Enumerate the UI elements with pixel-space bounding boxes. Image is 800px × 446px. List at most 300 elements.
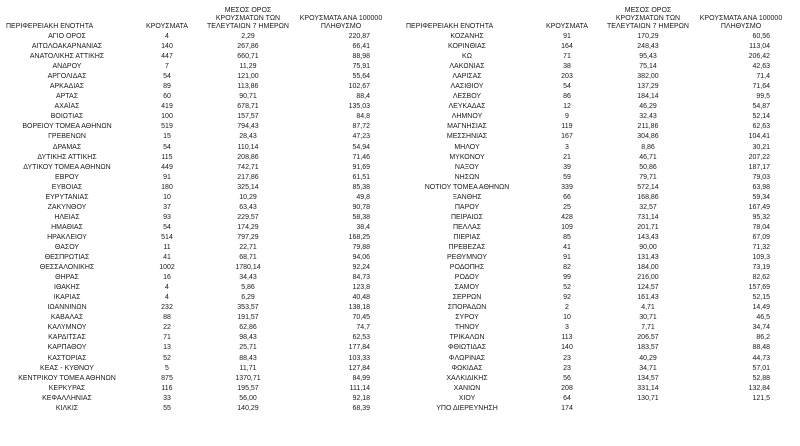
cell-region: ΧΑΛΚΙΔΙΚΗΣ [446, 374, 488, 382]
cell-cases: 54 [163, 143, 171, 151]
cell-cases: 4 [165, 284, 169, 292]
cell-cases: 93 [163, 213, 171, 221]
cell-per100k: 75,91 [352, 63, 370, 71]
cell-region: ΚΑΣΤΟΡΙΑΣ [47, 354, 87, 362]
cell-per100k: 71,32 [752, 243, 770, 251]
cell-per100k: 85,38 [352, 183, 370, 191]
header-avg7: ΜΕΣΟΣ ΟΡΟΣ ΚΡΟΥΣΜΑΤΩΝ ΤΩΝ ΤΕΛΕΥΤΑΙΩΝ 7 ΗΜΕΡΩΝ [607, 7, 689, 30]
table-row [4, 183, 396, 193]
table-row [4, 293, 396, 303]
cell-cases: 1002 [159, 264, 175, 272]
cell-cases: 60 [163, 93, 171, 101]
header-per100k: ΚΡΟΥΣΜΑΤΑ ΑΝΑ 100000 ΠΛΗΘΥΣΜΟ [299, 15, 383, 30]
cell-cases: 10 [163, 193, 171, 201]
table-row [404, 253, 796, 263]
cell-cases: 23 [563, 354, 571, 362]
table-row [404, 394, 796, 404]
table-row [4, 313, 396, 323]
cell-region: ΛΑΣΙΘΙΟΥ [450, 83, 484, 91]
table-row [404, 173, 796, 183]
table-row [404, 384, 796, 394]
cell-avg7: 25,71 [239, 344, 257, 352]
cell-avg7: 40,29 [639, 354, 657, 362]
cell-per100k: 42,63 [752, 63, 770, 71]
cell-cases: 7 [165, 63, 169, 71]
cell-avg7: 124,57 [637, 284, 659, 292]
cell-avg7: 325,14 [237, 183, 259, 191]
table-row [404, 62, 796, 72]
cell-cases: 4 [165, 33, 169, 40]
cell-cases: 519 [161, 123, 173, 131]
cell-region: ΛΕΣΒΟΥ [452, 93, 482, 101]
cell-region: ΦΛΩΡΙΝΑΣ [448, 354, 486, 362]
cell-per100k: 61,51 [352, 173, 370, 181]
cell-region: ΛΗΜΝΟΥ [451, 113, 483, 121]
cell-region: ΘΕΣΠΡΩΤΙΑΣ [44, 254, 90, 262]
cell-cases: 447 [161, 53, 173, 61]
cell-avg7: 794,43 [237, 123, 259, 131]
table-row [4, 92, 396, 102]
cell-avg7: 121,00 [237, 73, 259, 81]
cell-per100k: 70,45 [352, 314, 370, 322]
table-row [4, 333, 396, 343]
cell-avg7: 143,43 [637, 233, 659, 241]
cell-region: ΣΑΜΟΥ [454, 284, 480, 292]
table-row [404, 143, 796, 153]
cell-cases: 66 [563, 193, 571, 201]
cell-region: ΚΕΝΤΡΙΚΟΥ ΤΟΜΕΑ ΑΘΗΝΩΝ [18, 374, 116, 382]
cell-avg7: 353,57 [237, 304, 259, 312]
table-row [404, 374, 796, 384]
cell-per100k: 14,49 [752, 304, 770, 312]
cell-cases: 82 [563, 264, 571, 272]
table-row [4, 132, 396, 142]
table-row [404, 102, 796, 112]
cell-per100k: 84,99 [352, 374, 370, 382]
cell-per100k: 57,01 [752, 364, 770, 372]
cell-cases: 25 [563, 203, 571, 211]
cell-cases: 23 [563, 364, 571, 372]
cell-region: ΙΚΑΡΙΑΣ [53, 294, 81, 302]
table-row [4, 102, 396, 112]
table-row [404, 343, 796, 353]
cell-avg7: 7,71 [641, 324, 655, 332]
cell-per100k: 66,41 [352, 43, 370, 51]
cell-cases: 203 [561, 73, 573, 81]
cell-cases: 52 [563, 284, 571, 292]
cell-per100k: 135,03 [348, 103, 370, 111]
cell-region: ΙΩΑΝΝΙΝΩΝ [47, 304, 87, 312]
cell-per100k: 109,3 [752, 254, 770, 262]
cell-cases: 55 [163, 404, 171, 412]
cell-per100k: 84,73 [352, 274, 370, 282]
cell-region: ΔΥΤΙΚΟΥ ΤΟΜΕΑ ΑΘΗΝΩΝ [23, 163, 111, 171]
cell-region: ΚΕΦΑΛΛΗΝΙΑΣ [42, 394, 92, 402]
cell-avg7: 229,57 [237, 213, 259, 221]
table-row [404, 213, 796, 223]
table-row [4, 263, 396, 273]
table-row [4, 323, 396, 333]
cell-cases: 10 [563, 314, 571, 322]
cell-region: ΜΕΣΣΗΝΙΑΣ [446, 133, 488, 141]
cell-avg7: 660,71 [237, 53, 259, 61]
cell-avg7: 742,71 [237, 163, 259, 171]
cell-cases: 208 [561, 384, 573, 392]
cell-region: ΥΠΟ ΔΙΕΡΕΥΝΗΣΗ [436, 404, 498, 412]
cell-cases: 167 [561, 133, 573, 141]
cell-avg7: 1780,14 [235, 264, 261, 272]
cell-per100k: 82,62 [752, 274, 770, 282]
left-table [4, 2, 396, 446]
table-row [4, 253, 396, 263]
cell-cases: 91 [563, 33, 571, 40]
cell-per100k: 84,8 [356, 113, 370, 121]
cell-per100k: 71,64 [752, 83, 770, 91]
table-row [4, 203, 396, 213]
table-row [404, 283, 796, 293]
cell-region: ΜΑΓΝΗΣΙΑΣ [447, 123, 487, 131]
cell-region: ΡΟΔΟΥ [454, 274, 480, 282]
cell-cases: 140 [561, 344, 573, 352]
cell-per100k: 34,74 [752, 324, 770, 332]
cell-cases: 41 [163, 254, 171, 262]
table-row [404, 82, 796, 92]
cell-cases: 71 [563, 53, 571, 61]
cell-per100k: 52,15 [752, 294, 770, 302]
header-cases: ΚΡΟΥΣΜΑΤΑ [546, 23, 588, 30]
cell-cases: 164 [561, 43, 573, 51]
table-row [4, 394, 396, 404]
cell-avg7: 4,71 [641, 304, 655, 312]
table-row [404, 193, 796, 203]
cell-per100k: 67,09 [752, 233, 770, 241]
table-row [4, 213, 396, 223]
table-row [4, 52, 396, 62]
table-row [4, 303, 396, 313]
cell-region: ΘΗΡΑΣ [55, 274, 79, 282]
cell-region: ΠΙΕΡΙΑΣ [453, 233, 481, 241]
table-row [404, 122, 796, 132]
cell-avg7: 137,29 [637, 83, 659, 91]
table-row [4, 173, 396, 183]
cell-avg7: 267,86 [237, 43, 259, 51]
cell-avg7: 34,43 [239, 274, 257, 282]
cell-per100k: 74,7 [356, 324, 370, 332]
cell-per100k: 127,84 [348, 364, 370, 372]
table-row [404, 132, 796, 142]
cell-per100k: 157,69 [748, 284, 770, 292]
cell-region: ΜΥΚΟΝΟΥ [449, 153, 485, 161]
cell-avg7: 217,86 [237, 173, 259, 181]
cell-cases: 37 [163, 203, 171, 211]
cell-avg7: 11,71 [239, 364, 257, 372]
cell-cases: 9 [565, 113, 569, 121]
cell-per100k [692, 404, 790, 414]
cell-region: ΑΓΙΟ ΟΡΟΣ [48, 33, 86, 40]
cell-per100k: 30,21 [752, 143, 770, 151]
cell-region: ΡΟΔΟΠΗΣ [449, 264, 485, 272]
cell-per100k: 88,98 [352, 53, 370, 61]
cell-per100k: 102,67 [348, 83, 370, 91]
cell-cases: 99 [563, 274, 571, 282]
cell-per100k: 111,14 [349, 384, 370, 392]
cell-avg7: 63,43 [239, 203, 257, 211]
cell-region: ΧΙΟΥ [458, 394, 476, 402]
cell-avg7: 88,43 [239, 354, 257, 362]
cell-per100k: 121,5 [752, 394, 770, 402]
cell-per100k: 138,18 [348, 304, 370, 312]
table-row [404, 183, 796, 193]
cell-cases: 514 [161, 233, 173, 241]
cell-per100k: 132,84 [748, 384, 770, 392]
table-row [404, 303, 796, 313]
cell-avg7: 183,57 [637, 344, 659, 352]
table-row [4, 384, 396, 394]
right-table [404, 2, 796, 446]
table-row [4, 404, 396, 414]
header-avg7: ΜΕΣΟΣ ΟΡΟΣ ΚΡΟΥΣΜΑΤΩΝ ΤΩΝ ΤΕΛΕΥΤΑΙΩΝ 7 ΗΜΕΡΩΝ [207, 7, 289, 30]
cell-per100k: 59,34 [752, 193, 770, 201]
cell-cases: 113 [561, 334, 573, 342]
cell-cases: 64 [563, 394, 571, 402]
cell-avg7: 11,29 [239, 63, 257, 71]
cell-cases: 13 [163, 344, 171, 352]
table-row [404, 243, 796, 253]
table-row [404, 112, 796, 122]
table-row [404, 203, 796, 213]
cell-per100k: 73,19 [752, 264, 770, 272]
cell-per100k: 54,87 [752, 103, 770, 111]
cell-per100k: 44,73 [752, 354, 770, 362]
table-row [4, 42, 396, 52]
cell-avg7: 32,57 [639, 203, 657, 211]
cell-cases: 52 [163, 354, 171, 362]
cell-avg7: 90,00 [639, 243, 657, 251]
cell-region: ΕΥΒΟΙΑΣ [51, 183, 83, 191]
table-row [404, 364, 796, 374]
cell-cases: 419 [161, 103, 173, 111]
cell-avg7: 184,14 [637, 93, 659, 101]
cell-per100k: 86,2 [756, 334, 770, 342]
table-row [404, 163, 796, 173]
table-row [404, 293, 796, 303]
table-row [4, 72, 396, 82]
cell-cases: 33 [163, 394, 171, 402]
cell-cases: 339 [561, 183, 573, 191]
cell-avg7: 28,43 [239, 133, 257, 141]
table-row [4, 233, 396, 243]
cell-per100k: 91,69 [352, 163, 370, 171]
cell-region: ΦΩΚΙΔΑΣ [451, 364, 483, 372]
cell-cases: 180 [161, 183, 173, 191]
cell-per100k: 79,88 [352, 243, 370, 251]
cell-avg7: 206,57 [637, 334, 659, 342]
table-row [404, 153, 796, 163]
table-row [404, 354, 796, 364]
cell-region: ΔΡΑΜΑΣ [52, 143, 82, 151]
cell-avg7: 1370,71 [235, 374, 261, 382]
cell-avg7: 95,43 [639, 53, 657, 61]
cell-region: ΑΝΔΡΟΥ [52, 63, 82, 71]
left-table-header [4, 2, 396, 32]
cell-per100k: 104,41 [748, 133, 770, 141]
cell-avg7: 79,71 [639, 173, 657, 181]
cell-cases: 16 [163, 274, 171, 282]
cell-per100k: 52,14 [752, 113, 770, 121]
cell-region: ΠΕΛΛΑΣ [452, 223, 482, 231]
cell-cases: 85 [563, 233, 571, 241]
cell-region: ΗΡΑΚΛΕΙΟΥ [47, 233, 87, 241]
cell-avg7: 56,00 [239, 394, 257, 402]
cell-cases: 39 [563, 163, 571, 171]
cell-per100k: 62,63 [752, 123, 770, 131]
cell-per100k: 88,48 [752, 344, 770, 352]
cell-per100k: 79,03 [752, 173, 770, 181]
cell-per100k: 123,8 [352, 284, 370, 292]
cell-region: ΚΟΡΙΝΘΙΑΣ [448, 43, 486, 51]
cell-region: ΝΗΣΩΝ [454, 173, 480, 181]
cell-region: ΚΩ [462, 53, 472, 61]
cell-avg7: 170,29 [637, 33, 659, 40]
cell-avg7: 134,57 [637, 374, 659, 382]
cell-region: ΑΡΤΑΣ [55, 93, 79, 101]
cell-avg7: 731,14 [637, 213, 659, 221]
cell-cases: 91 [563, 254, 571, 262]
cell-avg7: 140,29 [237, 404, 259, 412]
cell-region: ΛΕΥΚΑΔΑΣ [448, 103, 486, 111]
table-row [4, 283, 396, 293]
cell-avg7: 161,43 [637, 294, 659, 302]
table-row [4, 153, 396, 163]
cell-avg7: 46,71 [639, 153, 657, 161]
cell-per100k: 52,88 [752, 374, 770, 382]
cell-avg7: 32,43 [639, 113, 657, 121]
cell-per100k: 187,17 [748, 163, 770, 171]
cell-per100k: 220,87 [348, 33, 370, 40]
cell-avg7: 34,71 [639, 364, 657, 372]
cell-cases: 92 [563, 294, 571, 302]
cell-per100k: 71,46 [352, 153, 370, 161]
right-table-body [404, 32, 796, 414]
cell-avg7: 248,43 [637, 43, 659, 51]
table-row [4, 243, 396, 253]
table-row [404, 273, 796, 283]
cell-cases: 119 [561, 123, 573, 131]
cell-avg7: 2,29 [241, 33, 255, 40]
cell-cases: 22 [163, 324, 171, 332]
cell-avg7: 46,29 [639, 103, 657, 111]
cell-avg7: 110,14 [237, 143, 259, 151]
cell-avg7: 62,86 [239, 324, 257, 332]
cell-per100k: 88,4 [356, 93, 370, 101]
cell-region: ΚΕΑΣ - ΚΥΘΝΟΥ [40, 364, 94, 372]
table-row [404, 323, 796, 333]
cell-region: ΚΑΛΥΜΝΟΥ [47, 324, 87, 332]
table-row [404, 72, 796, 82]
cell-cases: 2 [565, 304, 569, 312]
cell-cases: 54 [563, 83, 571, 91]
cell-region: ΦΘΙΩΤΙΔΑΣ [447, 344, 487, 352]
cell-avg7: 678,71 [237, 103, 259, 111]
left-table-body [4, 32, 396, 414]
cell-per100k: 62,53 [352, 334, 370, 342]
table-row [4, 122, 396, 132]
cell-region: ΚΑΡΔΙΤΣΑΣ [48, 334, 86, 342]
cell-per100k: 78,04 [752, 223, 770, 231]
cell-cases: 116 [161, 384, 173, 392]
cell-cases: 71 [163, 334, 171, 342]
cell-per100k: 87,72 [352, 123, 370, 131]
cell-avg7: 130,71 [637, 394, 659, 402]
cell-region: ΘΑΣΟΥ [54, 243, 80, 251]
cell-region: ΚΑΡΠΑΘΟΥ [47, 344, 87, 352]
cell-avg7: 157,57 [237, 113, 259, 121]
cell-per100k: 99,5 [756, 93, 770, 101]
cell-region: ΛΑΡΙΣΑΣ [452, 73, 482, 81]
cell-per100k: 60,56 [752, 33, 770, 40]
table-row [4, 32, 396, 42]
cell-avg7 [604, 404, 692, 414]
cell-avg7: 50,86 [639, 163, 657, 171]
cell-avg7: 22,71 [239, 243, 257, 251]
cell-cases: 38 [563, 63, 571, 71]
right-table-header [404, 2, 796, 32]
cell-cases: 4 [165, 294, 169, 302]
table-row [4, 354, 396, 364]
cell-per100k: 63,98 [752, 183, 770, 191]
cell-region: ΡΕΘΥΜΝΟΥ [446, 254, 487, 262]
cell-region: ΣΕΡΡΩΝ [452, 294, 482, 302]
cell-per100k: 71,4 [756, 73, 770, 81]
cell-region: ΗΜΑΘΙΑΣ [51, 223, 83, 231]
table-row [4, 112, 396, 122]
table-row [4, 343, 396, 353]
cell-per100k: 38,4 [356, 223, 370, 231]
cell-per100k: 168,25 [348, 233, 370, 241]
cell-avg7: 201,71 [637, 223, 659, 231]
cell-avg7: 75,14 [639, 63, 657, 71]
cell-cases: 89 [163, 83, 171, 91]
cell-per100k: 58,38 [352, 213, 370, 221]
cell-region: ΘΕΣΣΑΛΟΝΙΚΗΣ [39, 264, 95, 272]
cell-cases: 21 [563, 153, 571, 161]
cell-region: ΚΙΛΚΙΣ [55, 404, 79, 412]
table-row [4, 223, 396, 233]
cell-region: ΒΟΙΩΤΙΑΣ [50, 113, 84, 121]
cell-region: ΚΑΒΑΛΑΣ [50, 314, 84, 322]
cell-per100k: 113,04 [749, 43, 770, 51]
table-row [404, 263, 796, 273]
cell-cases: 109 [561, 223, 573, 231]
cell-cases: 174 [561, 404, 573, 412]
cell-per100k: 207,22 [748, 153, 770, 161]
cell-region: ΤΗΝΟΥ [454, 324, 480, 332]
cell-per100k: 47,23 [352, 133, 370, 141]
cell-avg7: 98,43 [239, 334, 257, 342]
cell-per100k: 92,24 [352, 264, 370, 272]
cell-avg7: 216,00 [637, 274, 659, 282]
table-row [404, 404, 796, 414]
cell-cases: 232 [161, 304, 173, 312]
cell-avg7: 10,29 [239, 193, 257, 201]
table-row [4, 193, 396, 203]
cell-avg7: 382,00 [637, 73, 659, 81]
cell-cases: 5 [165, 364, 169, 372]
cell-region: ΝΑΞΟΥ [454, 163, 480, 171]
table-row [404, 233, 796, 243]
cell-avg7: 572,14 [637, 183, 659, 191]
cell-cases: 100 [161, 113, 173, 121]
